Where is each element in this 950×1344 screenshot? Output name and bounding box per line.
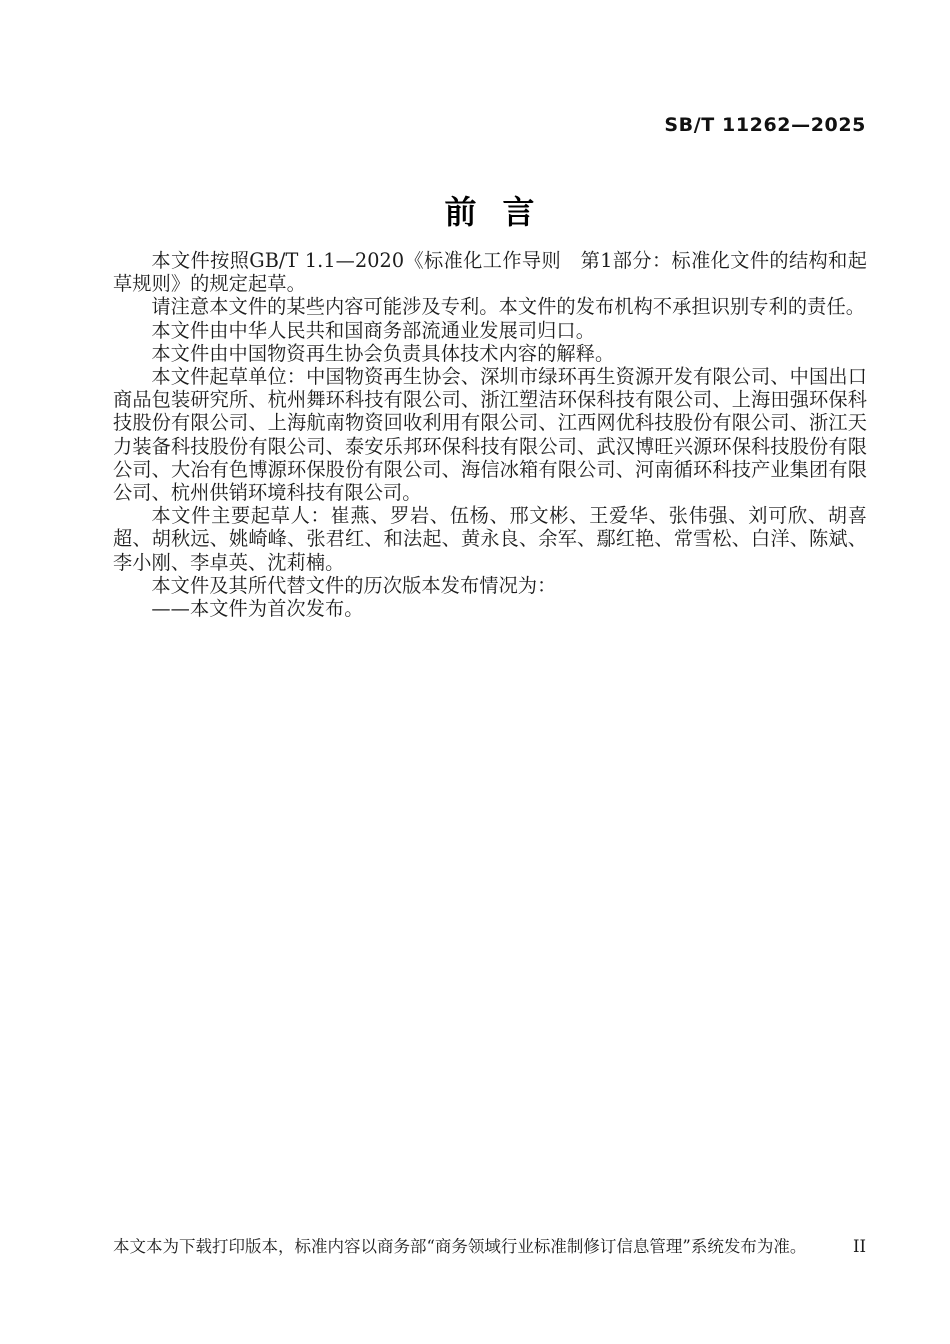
paragraph-administration: 本文件由中华人民共和国商务部流通业发展司归口。 [151,318,596,342]
paragraph-principal-drafters: 本文件主要起草人：崔燕、罗岩、伍杨、邢文彬、王爱华、张伟强、刘可欣、胡喜超、胡秋远、姚崎峰、张君红、和法起、黄永良、余军、鄢红艳、常雪松、白洋、陈斌、李小刚、李卓英、沈莉楠。 [113,504,867,574]
page-footer [113,1233,866,1257]
footer-note: 本文本为下载打印版本，标准内容以商务部“商务领域行业标准制修订信息管理”系统发布为准。 [113,1237,807,1256]
paragraph-drafting-organizations: 本文件起草单位：中国物资再生协会、深圳市绿环再生资源开发有限公司、中国出口商品包装研究所、杭州舞环科技有限公司、浙江塑洁环保科技有限公司、上海田强环保科技股份有限公司、上海航南物资回收利用有限公司、江西网优科技股份有限公司、浙江天力装备科技股份有限公司、泰安乐邦环保科技有限公司、武汉博旺兴源环保科技股份有限公司、大冶有色博源环保股份有限公司、海信冰箱有限公司、河南循环科技产业集团有限公司、杭州供销环境科技有限公司。 [113,365,867,505]
paragraph-drafting-rules: 本文件按照GB/T 1.1—2020《标准化工作导则 第1部分：标准化文件的结构和起草规则》的规定起草。 [113,249,867,296]
foreword-body [113,249,867,620]
footer-page-number: II [852,1237,866,1256]
paragraph-version-history-item: ——本文件为首次发布。 [151,597,364,621]
paragraph-version-history-intro: 本文件及其所代替文件的历次版本发布情况为： [151,573,557,597]
running-header-standard-code: SB/T 11262—2025 [664,114,866,136]
page-title: 前言 [444,193,561,231]
paragraph-patent-notice: 请注意本文件的某些内容可能涉及专利。本文件的发布机构不承担识别专利的责任。 [151,295,866,319]
paragraph-interpretation: 本文件由中国物资再生协会负责具体技术内容的解释。 [151,341,615,365]
